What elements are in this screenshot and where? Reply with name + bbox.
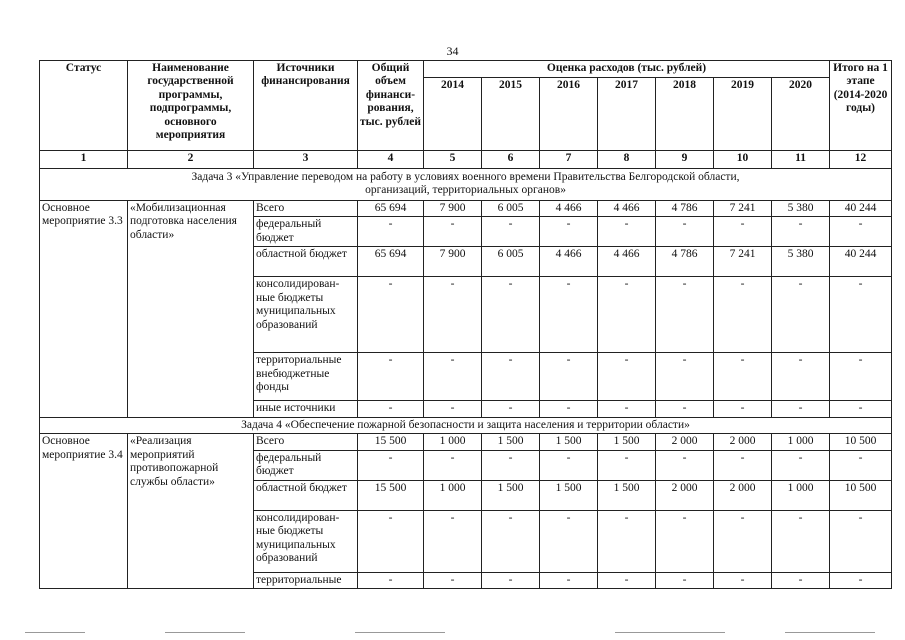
funding-source: областной бюджет xyxy=(254,247,358,277)
amount-cell: 40 244 xyxy=(830,200,892,216)
measure-status: Основное мероприятие 3.4 xyxy=(40,434,128,589)
amount-cell: - xyxy=(772,572,830,588)
amount-cell: 1 000 xyxy=(424,434,482,450)
amount-cell: - xyxy=(358,401,424,417)
amount-cell: 7 241 xyxy=(714,200,772,216)
amount-cell: 1 500 xyxy=(482,434,540,450)
amount-cell: - xyxy=(424,353,482,401)
funding-source: Всего xyxy=(254,200,358,216)
amount-cell: 65 694 xyxy=(358,200,424,216)
amount-cell: 2 000 xyxy=(714,480,772,510)
amount-cell: - xyxy=(830,510,892,572)
amount-cell: 5 380 xyxy=(772,247,830,277)
amount-cell: - xyxy=(656,277,714,353)
amount-cell: - xyxy=(656,572,714,588)
amount-cell: - xyxy=(714,450,772,480)
header-status: Статус xyxy=(40,61,128,151)
amount-cell: 2 000 xyxy=(714,434,772,450)
amount-cell: - xyxy=(830,450,892,480)
amount-cell: - xyxy=(656,510,714,572)
amount-cell: 4 466 xyxy=(540,247,598,277)
amount-cell: - xyxy=(714,510,772,572)
header-year: 2017 xyxy=(598,78,656,151)
amount-cell: 1 500 xyxy=(598,480,656,510)
amount-cell: - xyxy=(714,277,772,353)
amount-cell: - xyxy=(482,217,540,247)
amount-cell: 10 500 xyxy=(830,480,892,510)
amount-cell: - xyxy=(714,217,772,247)
amount-cell: 4 466 xyxy=(598,200,656,216)
amount-cell: 2 000 xyxy=(656,434,714,450)
header-total: Общий объем финанси-рования, тыс. рублей xyxy=(358,61,424,151)
amount-cell: - xyxy=(772,510,830,572)
amount-cell: 1 500 xyxy=(598,434,656,450)
column-number-row xyxy=(40,151,892,169)
amount-cell: - xyxy=(424,401,482,417)
amount-cell: - xyxy=(358,450,424,480)
amount-cell: - xyxy=(482,401,540,417)
amount-cell: 5 380 xyxy=(772,200,830,216)
amount-cell: - xyxy=(358,353,424,401)
amount-cell: - xyxy=(714,572,772,588)
amount-cell: 15 500 xyxy=(358,480,424,510)
funding-source: территориальные внебюджетные фонды xyxy=(254,353,358,401)
amount-cell: - xyxy=(482,450,540,480)
funding-source: Всего xyxy=(254,434,358,450)
table-row xyxy=(40,434,892,450)
amount-cell: 7 241 xyxy=(714,247,772,277)
amount-cell: - xyxy=(598,572,656,588)
amount-cell: - xyxy=(714,401,772,417)
amount-cell: - xyxy=(540,510,598,572)
amount-cell: 6 005 xyxy=(482,247,540,277)
amount-cell: 1 000 xyxy=(772,480,830,510)
amount-cell: - xyxy=(598,277,656,353)
column-number: 4 xyxy=(358,151,424,169)
amount-cell: - xyxy=(830,277,892,353)
amount-cell: 10 500 xyxy=(830,434,892,450)
column-number: 7 xyxy=(540,151,598,169)
amount-cell: - xyxy=(830,217,892,247)
funding-source: федеральный бюджет xyxy=(254,217,358,247)
measure-3-4 xyxy=(40,434,892,589)
amount-cell: 1 000 xyxy=(772,434,830,450)
column-number: 12 xyxy=(830,151,892,169)
amount-cell: - xyxy=(424,217,482,247)
measure-status: Основное мероприятие 3.3 xyxy=(40,200,128,417)
amount-cell: - xyxy=(358,277,424,353)
amount-cell: - xyxy=(656,401,714,417)
amount-cell: - xyxy=(656,217,714,247)
amount-cell: - xyxy=(424,572,482,588)
table-row xyxy=(40,200,892,216)
column-number: 2 xyxy=(128,151,254,169)
amount-cell: 6 005 xyxy=(482,200,540,216)
amount-cell: - xyxy=(772,277,830,353)
amount-cell: 1 500 xyxy=(540,480,598,510)
amount-cell: - xyxy=(656,353,714,401)
measure-name: «Мобилизационная подготовка населения области» xyxy=(128,200,254,417)
amount-cell: - xyxy=(424,277,482,353)
header-year: 2014 xyxy=(424,78,482,151)
amount-cell: - xyxy=(482,277,540,353)
column-number: 10 xyxy=(714,151,772,169)
amount-cell: 65 694 xyxy=(358,247,424,277)
column-number: 1 xyxy=(40,151,128,169)
amount-cell: - xyxy=(714,353,772,401)
column-number: 6 xyxy=(482,151,540,169)
task-3-title: Задача 3 «Управление переводом на работу в условиях военного времени Правительства Белгородской области, организаций, территориальных органов» xyxy=(40,169,892,201)
amount-cell: - xyxy=(540,401,598,417)
amount-cell: 1 500 xyxy=(482,480,540,510)
funding-source: консолидирован-ные бюджеты муниципальных образований xyxy=(254,277,358,353)
amount-cell: - xyxy=(540,217,598,247)
funding-source: областной бюджет xyxy=(254,480,358,510)
amount-cell: - xyxy=(540,353,598,401)
amount-cell: - xyxy=(772,217,830,247)
header-stage-total: Итого на 1 этапе (2014-2020 годы) xyxy=(830,61,892,151)
amount-cell: 4 466 xyxy=(598,247,656,277)
amount-cell: - xyxy=(830,353,892,401)
amount-cell: - xyxy=(358,572,424,588)
footer-rule xyxy=(25,632,885,634)
measure-3-3 xyxy=(40,200,892,417)
budget-table xyxy=(39,60,892,589)
amount-cell: - xyxy=(830,401,892,417)
funding-source: консолидирован-ные бюджеты муниципальных образований xyxy=(254,510,358,572)
amount-cell: - xyxy=(358,217,424,247)
amount-cell: - xyxy=(482,510,540,572)
amount-cell: - xyxy=(772,450,830,480)
amount-cell: - xyxy=(482,353,540,401)
amount-cell: 7 900 xyxy=(424,247,482,277)
header-year: 2020 xyxy=(772,78,830,151)
amount-cell: - xyxy=(540,572,598,588)
amount-cell: 2 000 xyxy=(656,480,714,510)
amount-cell: 40 244 xyxy=(830,247,892,277)
amount-cell: 4 786 xyxy=(656,247,714,277)
amount-cell: - xyxy=(540,277,598,353)
amount-cell: - xyxy=(772,353,830,401)
header-year: 2015 xyxy=(482,78,540,151)
column-number: 9 xyxy=(656,151,714,169)
column-number: 11 xyxy=(772,151,830,169)
amount-cell: 4 466 xyxy=(540,200,598,216)
column-number: 8 xyxy=(598,151,656,169)
header-year: 2019 xyxy=(714,78,772,151)
amount-cell: - xyxy=(540,450,598,480)
amount-cell: - xyxy=(598,217,656,247)
funding-source: территориальные xyxy=(254,572,358,588)
column-number: 3 xyxy=(254,151,358,169)
amount-cell: 15 500 xyxy=(358,434,424,450)
amount-cell: - xyxy=(656,450,714,480)
amount-cell: - xyxy=(598,510,656,572)
amount-cell: - xyxy=(772,401,830,417)
amount-cell: - xyxy=(598,450,656,480)
amount-cell: - xyxy=(424,450,482,480)
header-name: Наименование государственной программы, подпрограммы, основного мероприятия xyxy=(128,61,254,151)
amount-cell: - xyxy=(424,510,482,572)
column-number: 5 xyxy=(424,151,482,169)
amount-cell: - xyxy=(358,510,424,572)
amount-cell: 4 786 xyxy=(656,200,714,216)
amount-cell: - xyxy=(482,572,540,588)
funding-source: федеральный бюджет xyxy=(254,450,358,480)
amount-cell: 1 000 xyxy=(424,480,482,510)
header-expenses: Оценка расходов (тыс. рублей) xyxy=(424,61,830,78)
amount-cell: - xyxy=(598,353,656,401)
amount-cell: 7 900 xyxy=(424,200,482,216)
task-4-title: Задача 4 «Обеспечение пожарной безопасности и защита населения и территории области» xyxy=(40,417,892,433)
measure-name: «Реализация мероприятий противопожарной службы области» xyxy=(128,434,254,589)
amount-cell: 1 500 xyxy=(540,434,598,450)
page-number: 34 xyxy=(446,44,459,58)
funding-source: иные источники xyxy=(254,401,358,417)
header-year: 2018 xyxy=(656,78,714,151)
amount-cell: - xyxy=(598,401,656,417)
amount-cell: - xyxy=(830,572,892,588)
header-year: 2016 xyxy=(540,78,598,151)
header-sources: Источники финансирования xyxy=(254,61,358,151)
